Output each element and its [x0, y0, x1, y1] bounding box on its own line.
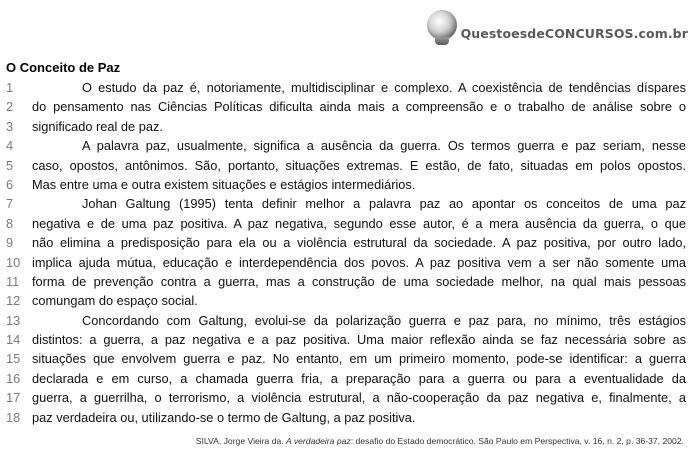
- line-text: negativa e de uma paz positiva. A paz negativa, segundo esse autor, é a mera ausência da guerra, o que: [32, 215, 686, 231]
- source-citation: SILVA, Jorge Vieira da. A verdadeira paz: desafio do Estado democrático. São Paulo em Perspectiva, v. 16, n. 2, p. 36-37, 2002.: [195, 436, 684, 446]
- line-number: 4: [6, 138, 14, 154]
- line-text: comungam do espaço social.: [32, 293, 198, 309]
- line-number: 17: [6, 390, 21, 406]
- line-number: 6: [6, 176, 14, 192]
- text-line: [6, 311, 686, 330]
- text-line: [6, 253, 686, 272]
- text-line: [6, 78, 686, 97]
- line-number: 16: [6, 370, 21, 386]
- numbered-text: [6, 78, 686, 427]
- text-line: [6, 388, 686, 407]
- line-text: declarada e em curso, a chamada guerra fria, a preparação para a guerra ou para a eventualidade da: [32, 370, 686, 386]
- line-number: 14: [6, 332, 21, 348]
- line-number: 18: [6, 409, 21, 425]
- line-number: 7: [6, 196, 14, 212]
- line-number: 15: [6, 351, 21, 367]
- line-text: Johan Galtung (1995) tenta definir melhor a palavra paz ao apontar os conceitos de uma paz: [82, 196, 686, 212]
- text-line: [6, 194, 686, 213]
- line-number: 13: [6, 312, 21, 328]
- line-number: 5: [6, 157, 14, 173]
- line-text: implica ajuda mútua, educação e interdependência dos povos. A paz positiva vem a ser não somente uma: [32, 254, 686, 270]
- line-number: 9: [6, 235, 14, 251]
- line-text: O estudo da paz é, notoriamente, multidisciplinar e complexo. A coexistência de tendências díspares: [82, 80, 686, 95]
- line-text: do pensamento nas Ciências Políticas dificulta ainda mais a compreensão e o trabalho de análise sobre o: [32, 99, 686, 115]
- line-number: 1: [6, 80, 14, 95]
- line-text: Mas entre uma e outra existem situações e estágios intermediários.: [32, 176, 416, 192]
- line-number: 8: [6, 215, 14, 231]
- line-text: caso, opostos, antônimos. São, portanto, situações extremas. E estão, de fato, situadas em polos opostos.: [32, 157, 686, 173]
- text-line: [6, 136, 686, 155]
- line-number: 11: [6, 273, 20, 289]
- lightbulb-icon: [423, 10, 459, 46]
- line-text: não elimina a predisposição para ela ou a violência estrutural da sociedade. A paz positiva, por outro lado,: [32, 235, 686, 251]
- line-text: forma de prevenção contra a guerra, mas a construção de uma sociedade melhor, na qual mais pessoas: [32, 273, 686, 289]
- text-line: [6, 214, 686, 233]
- text-line: [6, 330, 686, 349]
- line-text: Concordando com Galtung, evolui-se da polarização guerra e paz para, no mínimo, três estágios: [82, 312, 686, 328]
- logo-text: QuestoesdeCONCURSOS.com.br: [460, 25, 688, 41]
- line-number: 12: [6, 293, 21, 309]
- text-line: [6, 369, 686, 388]
- line-text: paz verdadeira ou, utilizando-se o termo de Galtung, a paz positiva.: [32, 409, 416, 425]
- text-line: [6, 175, 686, 194]
- text-line: [6, 97, 686, 116]
- line-text: significado real de paz.: [32, 118, 163, 134]
- line-number: 3: [6, 118, 14, 134]
- line-text: guerra, a guerrilha, o terrorismo, a violência estrutural, a não-cooperação da paz negativa e, finalmente, a: [32, 390, 686, 406]
- text-line: [6, 233, 686, 252]
- text-line: [6, 156, 686, 175]
- line-text: A palavra paz, usualmente, significa a ausência da guerra. Os termos guerra e paz seriam, nesse: [82, 138, 686, 154]
- line-text: situações que envolvem guerra e paz. No entanto, em um primeiro momento, pode-se identificar: a guerra: [32, 351, 686, 367]
- text-line: [6, 272, 686, 291]
- text-line: [6, 117, 686, 136]
- text-line: [6, 349, 686, 368]
- line-number: 10: [6, 254, 21, 270]
- page-title: O Conceito de Paz: [6, 60, 121, 75]
- text-line: [6, 408, 686, 427]
- text-line: [6, 291, 686, 310]
- site-logo[interactable]: [423, 6, 688, 50]
- line-text: distintos: a guerra, a paz negativa e a paz positiva. Uma maior reflexão ainda se faz necessária sobre as: [32, 332, 686, 348]
- line-number: 2: [6, 99, 14, 115]
